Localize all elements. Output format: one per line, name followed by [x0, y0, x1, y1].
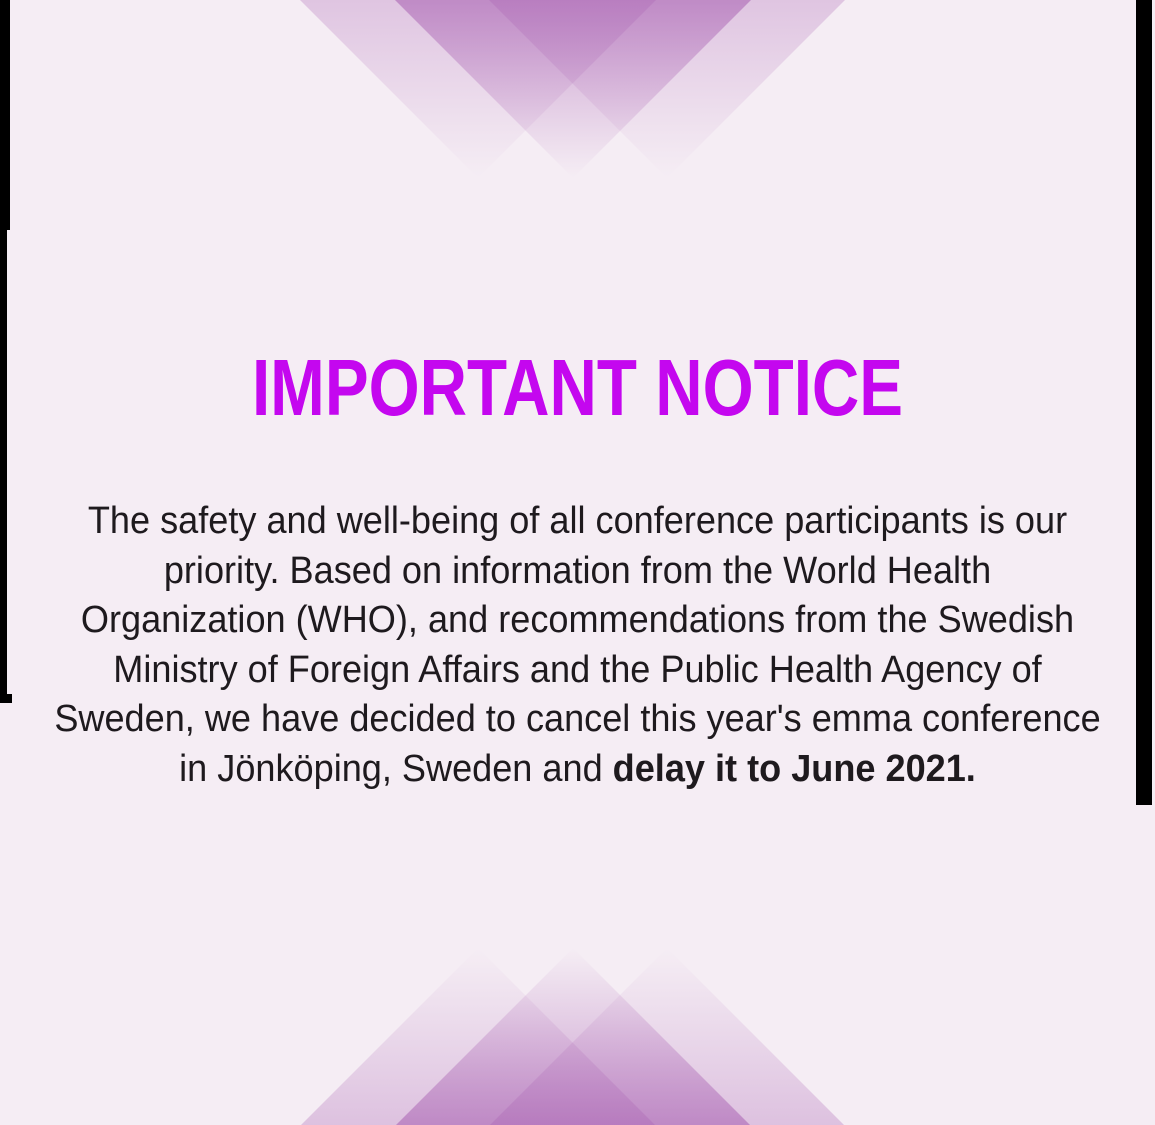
notice-line: Organization (WHO), and recommendations from the Swedish — [80, 599, 1075, 641]
decor-triangle-top-right — [489, 0, 845, 178]
notice-line: Sweden, we have decided to cancel this year's emma conference — [54, 698, 1101, 740]
notice-line: priority. Based on information from the World Health — [163, 549, 992, 592]
notice-last-line-normal: in Jönköping, Sweden and — [179, 747, 613, 790]
right-edge-artifact — [1136, 0, 1152, 805]
decor-triangle-bottom-middle — [396, 948, 750, 1125]
notice-line: The safety and well-being of all conference participants is our — [87, 500, 1068, 542]
decor-triangle-top-left — [300, 0, 656, 178]
notice-last-line-bold: delay it to June 2021. — [612, 747, 976, 790]
notice-title: IMPORTANT NOTICE — [251, 343, 904, 432]
decor-triangle-top-middle — [395, 0, 751, 178]
decor-triangle-bottom-left — [301, 948, 655, 1125]
notice-body — [29, 497, 1126, 794]
notice-line-last — [29, 745, 1126, 795]
left-edge-artifact-upper — [0, 0, 10, 230]
decor-triangle-bottom-right — [490, 948, 844, 1125]
left-edge-artifact-lower — [0, 230, 7, 695]
left-edge-artifact-notch — [0, 694, 12, 703]
notice-line: Ministry of Foreign Affairs and the Public Health Agency of — [113, 648, 1042, 691]
